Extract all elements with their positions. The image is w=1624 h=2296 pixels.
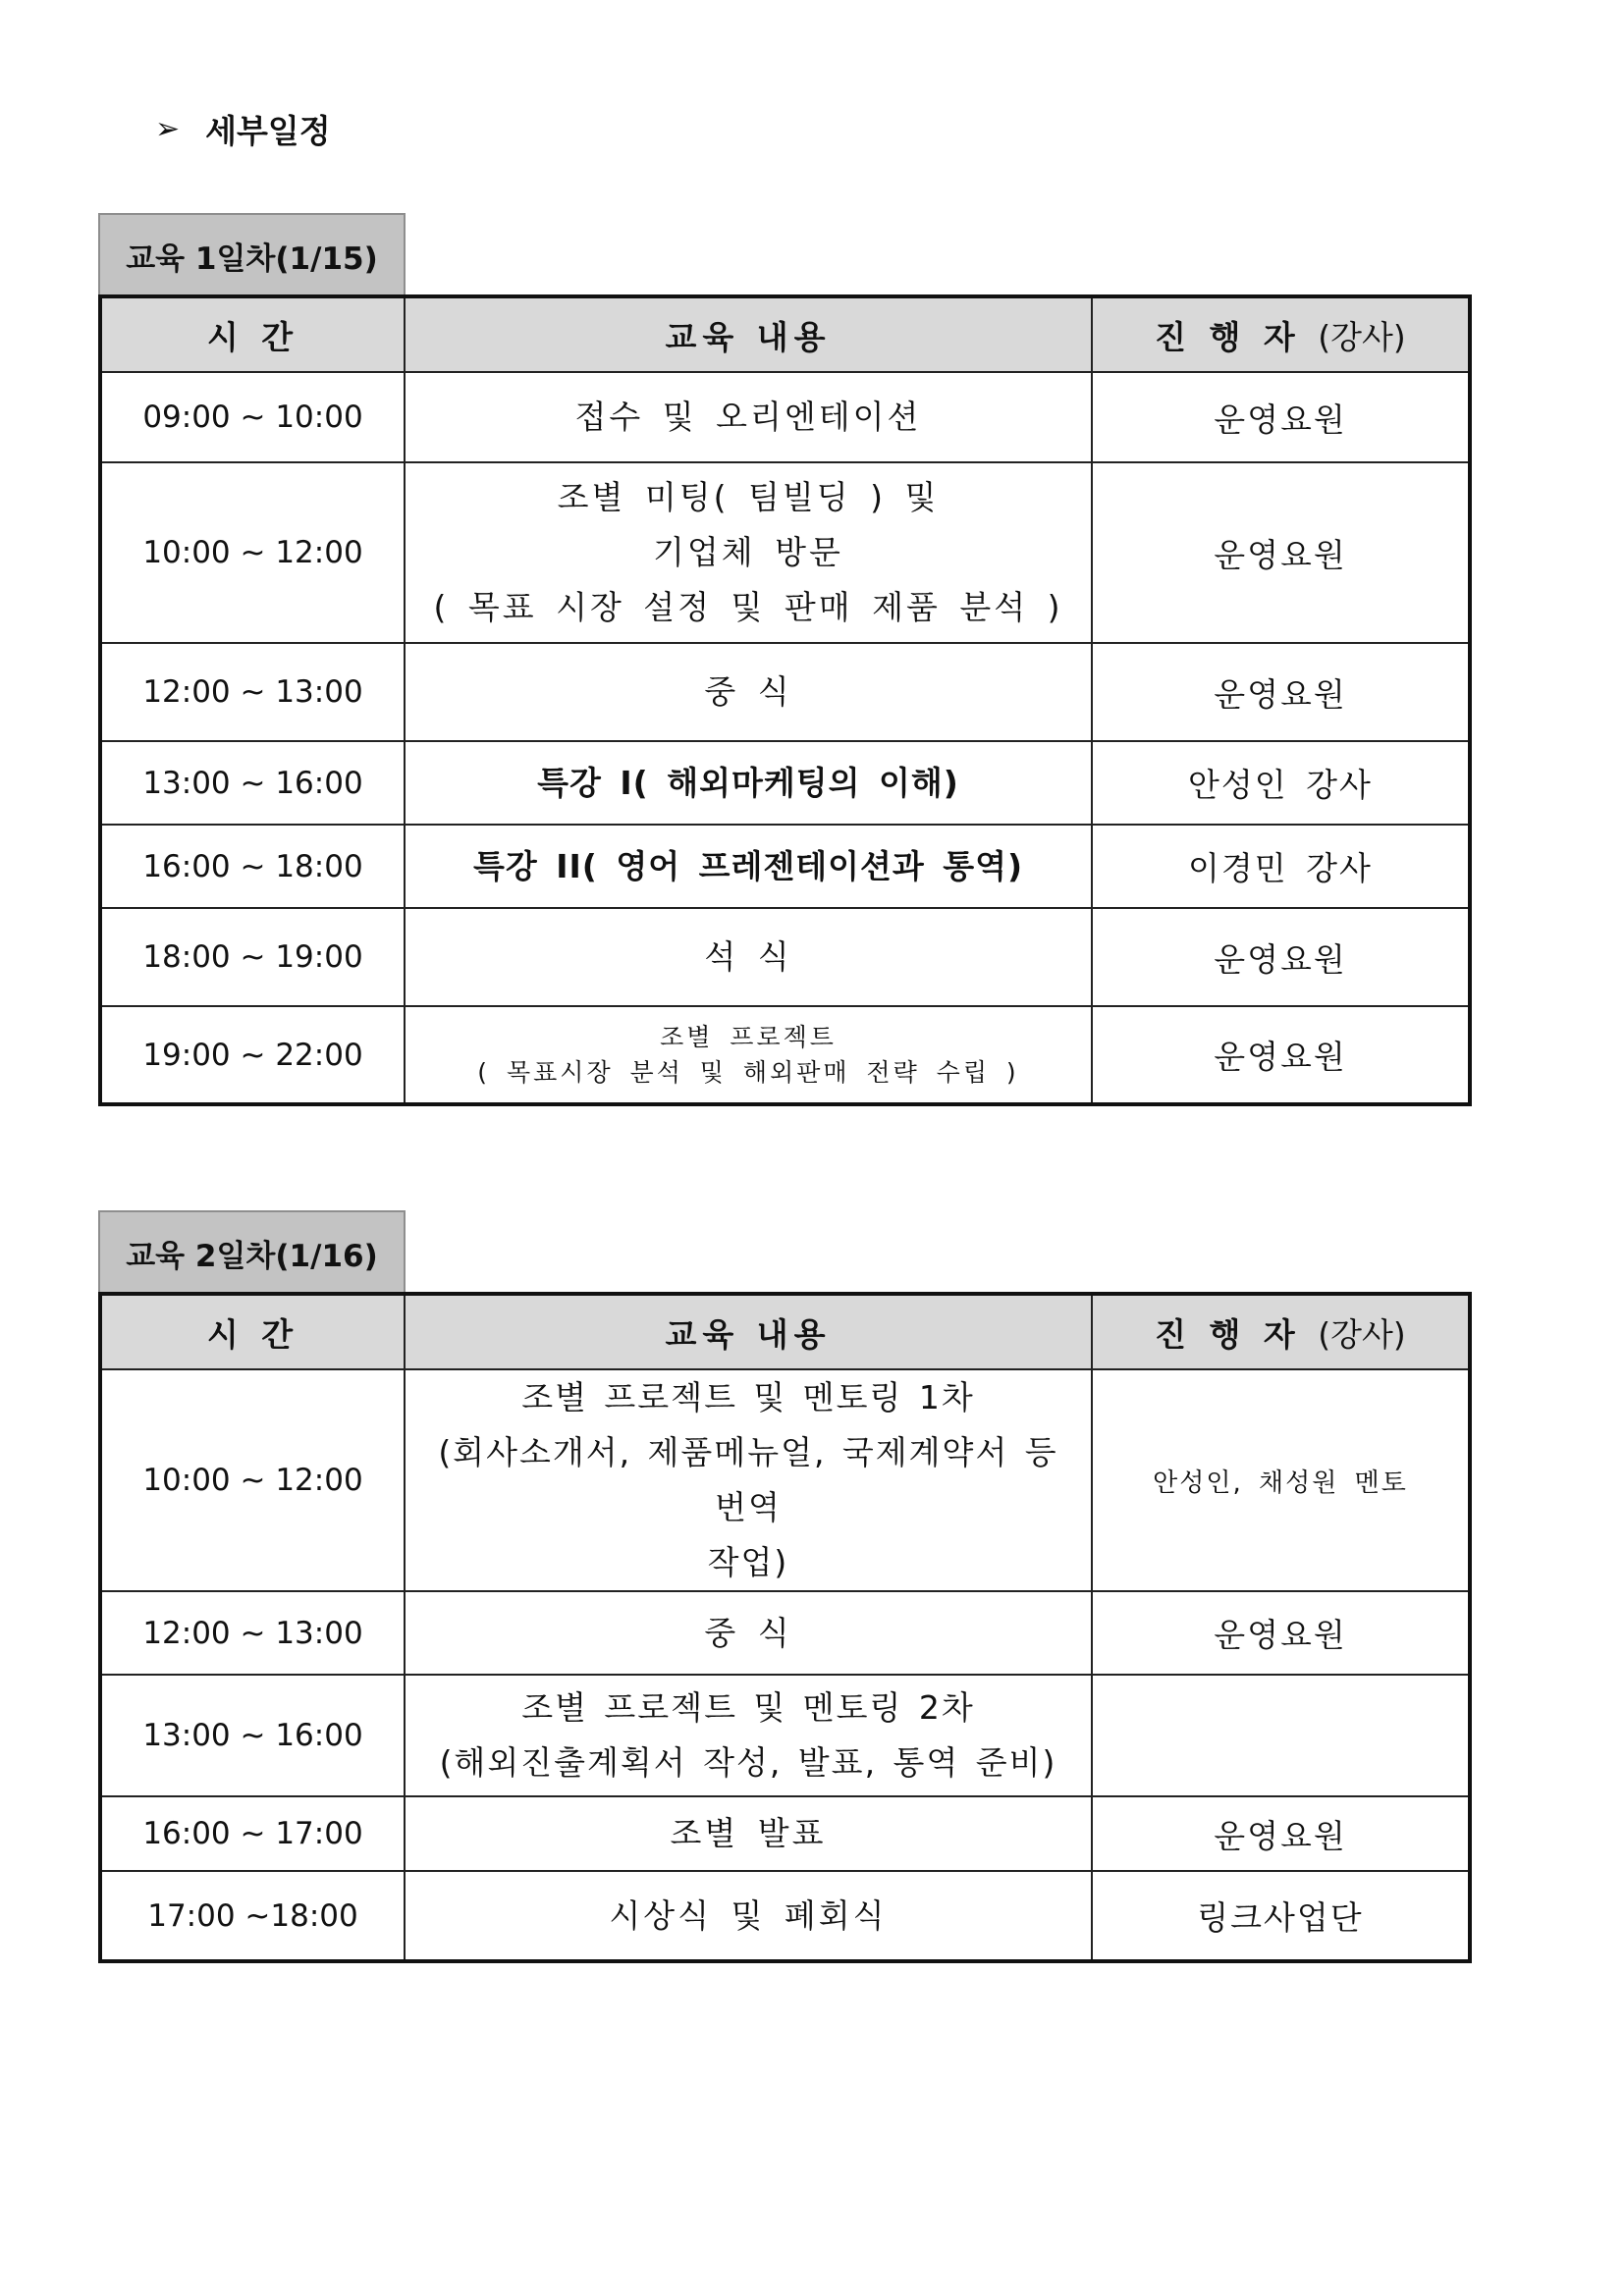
table-row [100, 372, 1470, 462]
row-content: 조별 발표 [405, 1796, 1092, 1871]
row-time: 10:00 ~ 12:00 [100, 1369, 405, 1591]
row-leader: 운영요원 [1092, 1006, 1470, 1104]
header-time: 시 간 [100, 296, 405, 372]
row-content: 특강 I( 해외마케팅의 이해) [405, 741, 1092, 825]
table-row [100, 1006, 1470, 1104]
row-content: 중 식 [405, 1591, 1092, 1675]
table-header-row [100, 296, 1470, 372]
row-content: 조별 미팅( 팀빌딩 ) 및 기업체 방문 ( 목표 시장 설정 및 판매 제품 분석 ) [405, 462, 1092, 643]
row-time: 16:00 ~ 18:00 [100, 825, 405, 908]
table-row [100, 643, 1470, 741]
day-1-tab: 교육 1일차(1/15) [98, 213, 406, 296]
row-time: 17:00 ~18:00 [100, 1871, 405, 1961]
arrow-icon: ➢ [155, 112, 181, 146]
row-leader: 운영요원 [1092, 372, 1470, 462]
row-content: 시상식 및 폐회식 [405, 1871, 1092, 1961]
header-leader: 진 행 자 (강사) [1092, 296, 1470, 372]
section-title: 세부일정 [205, 112, 331, 150]
table-row [100, 462, 1470, 643]
table-row [100, 1796, 1470, 1871]
row-leader: 운영요원 [1092, 908, 1470, 1006]
table-row [100, 1591, 1470, 1675]
header-content: 교육 내용 [405, 1294, 1092, 1369]
header-content: 교육 내용 [405, 296, 1092, 372]
day-2-tab: 교육 2일차(1/16) [98, 1210, 406, 1294]
row-content: 조별 프로젝트 및 멘토링 2차 (해외진출계획서 작성, 발표, 통역 준비) [405, 1675, 1092, 1796]
row-content: 접수 및 오리엔테이션 [405, 372, 1092, 462]
row-leader: 링크사업단 [1092, 1871, 1470, 1961]
row-time: 16:00 ~ 17:00 [100, 1796, 405, 1871]
header-leader: 진 행 자 (강사) [1092, 1294, 1470, 1369]
row-leader [1092, 1675, 1470, 1796]
row-time: 12:00 ~ 13:00 [100, 643, 405, 741]
row-content: 중 식 [405, 643, 1092, 741]
day-1-schedule-table [98, 294, 1472, 1106]
row-leader: 운영요원 [1092, 462, 1470, 643]
table-row [100, 1675, 1470, 1796]
table-row [100, 825, 1470, 908]
row-time: 10:00 ~ 12:00 [100, 462, 405, 643]
row-leader: 운영요원 [1092, 1591, 1470, 1675]
row-leader: 안성인, 채성원 멘토 [1092, 1369, 1470, 1591]
row-leader: 안성인 강사 [1092, 741, 1470, 825]
header-time: 시 간 [100, 1294, 405, 1369]
table-header-row [100, 1294, 1470, 1369]
row-content: 조별 프로젝트 ( 목표시장 분석 및 해외판매 전략 수립 ) [405, 1006, 1092, 1104]
row-content: 석 식 [405, 908, 1092, 1006]
table-row [100, 1369, 1470, 1591]
row-leader: 이경민 강사 [1092, 825, 1470, 908]
row-leader: 운영요원 [1092, 1796, 1470, 1871]
day-2-schedule-table [98, 1292, 1472, 1963]
table-row [100, 1871, 1470, 1961]
row-time: 19:00 ~ 22:00 [100, 1006, 405, 1104]
table-row [100, 908, 1470, 1006]
row-time: 09:00 ~ 10:00 [100, 372, 405, 462]
row-content: 특강 II( 영어 프레젠테이션과 통역) [405, 825, 1092, 908]
row-time: 13:00 ~ 16:00 [100, 741, 405, 825]
row-time: 12:00 ~ 13:00 [100, 1591, 405, 1675]
section-heading [155, 106, 331, 152]
row-leader: 운영요원 [1092, 643, 1470, 741]
row-time: 13:00 ~ 16:00 [100, 1675, 405, 1796]
table-row [100, 741, 1470, 825]
row-time: 18:00 ~ 19:00 [100, 908, 405, 1006]
row-content: 조별 프로젝트 및 멘토링 1차 (회사소개서, 제품메뉴얼, 국제계약서 등 번역 작업) [405, 1369, 1092, 1591]
